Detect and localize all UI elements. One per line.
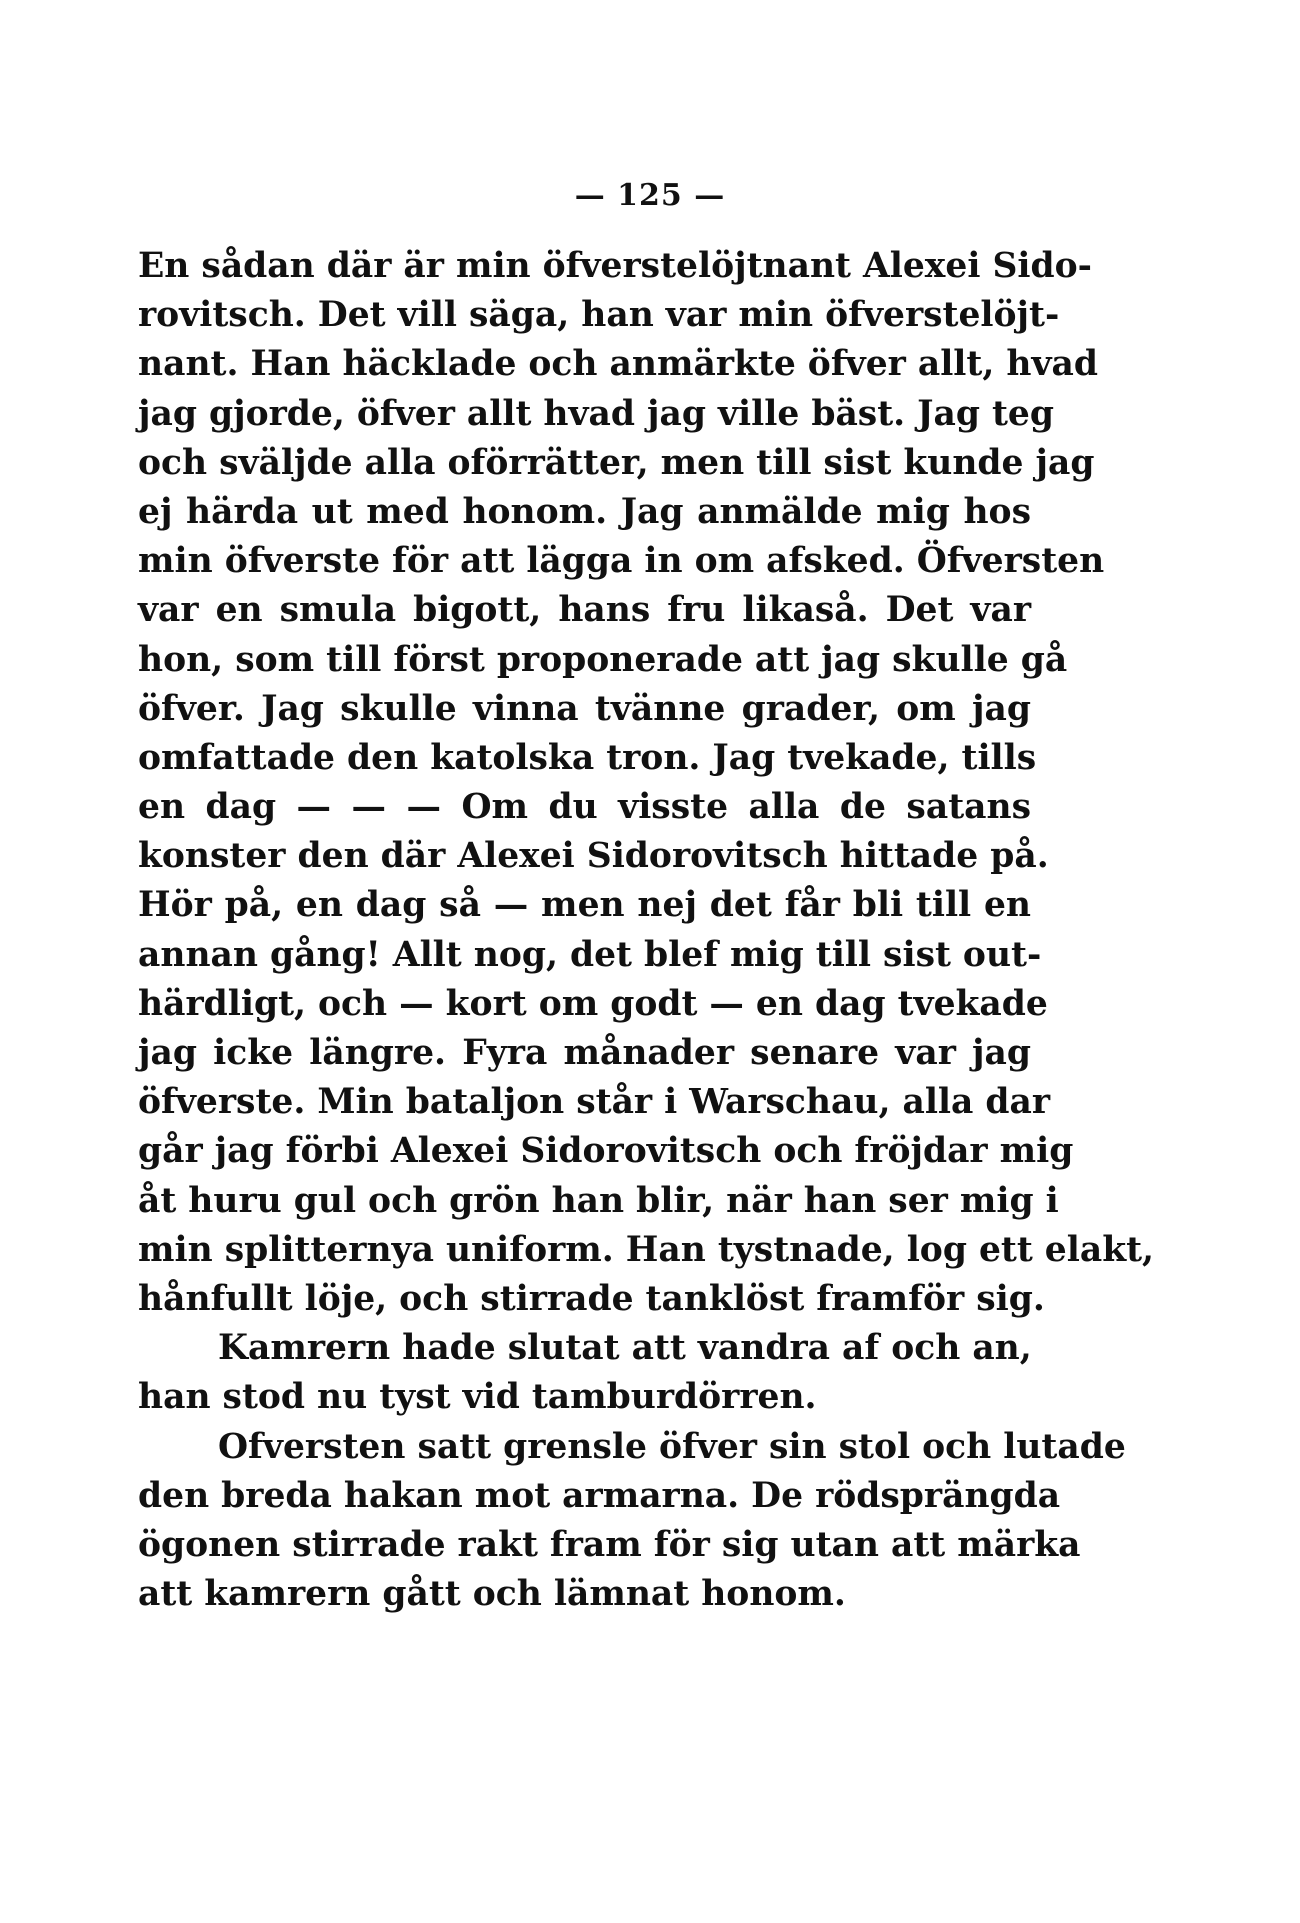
text-line: min splitternya uniform. Han tystnade, log ett elakt,: [138, 1229, 1155, 1270]
text-line: jag gjorde, öfver allt hvad jag ville bäst. Jag teg: [138, 393, 1055, 434]
page-number: — 125 —: [574, 178, 726, 213]
text-line: öfverste. Min bataljon står i Warschau, alla dar: [138, 1082, 1051, 1123]
text-line: var en smula bigott, hans fru likaså. Det var: [138, 590, 1031, 631]
text-line: konster den där Alexei Sidorovitsch hittade på.: [138, 836, 1049, 877]
text-line: härdligt, och — kort om godt — en dag tvekade: [138, 983, 1048, 1024]
text-line: han stod nu tyst vid tamburdörren.: [138, 1377, 817, 1418]
text-line: ögonen stirrade rakt fram för sig utan att märka: [138, 1524, 1081, 1565]
text-line: åt huru gul och grön han blir, när han ser mig i: [138, 1180, 1059, 1221]
text-line: Kamrern hade slutat att vandra af och an,: [218, 1328, 1032, 1369]
text-line: En sådan där är min öfverstelöjtnant Alexei Sido-: [138, 246, 1092, 286]
text-line: omfattade den katolska tron. Jag tvekade, tills: [138, 737, 1037, 778]
text-line: rovitsch. Det vill säga, han var min öfverstelöjt-: [138, 295, 1060, 336]
text-line: öfver. Jag skulle vinna tvänne grader, om jag: [138, 688, 1031, 729]
text-line: annan gång! Allt nog, det blef mig till sist out-: [138, 934, 1042, 975]
body-text: [138, 242, 1155, 1619]
text-line: min öfverste för att lägga in om afsked. Öfversten: [138, 541, 1105, 582]
text-line: den breda hakan mot armarna. De rödsprängda: [138, 1475, 1061, 1516]
text-line: går jag förbi Alexei Sidorovitsch och fröjdar mig: [138, 1131, 1074, 1172]
text-line: Ofversten satt grensle öfver sin stol och lutade: [218, 1426, 1126, 1467]
text-line: nant. Han häcklade och anmärkte öfver allt, hvad: [138, 344, 1098, 385]
text-line: hånfullt löje, och stirrade tanklöst framför sig.: [138, 1278, 1045, 1319]
text-line: Hör på, en dag så — men nej det får bli till en: [138, 885, 1031, 926]
text-line: att kamrern gått och lämnat honom.: [138, 1574, 846, 1615]
text-line: ej härda ut med honom. Jag anmälde mig hos: [138, 491, 1031, 532]
text-line: jag icke längre. Fyra månader senare var jag: [138, 1033, 1031, 1073]
text-line: hon, som till först proponerade att jag skulle gå: [138, 639, 1068, 680]
text-line: och sväljde alla oförrätter, men till sist kunde jag: [138, 442, 1095, 483]
text-line: en dag — — — Om du visste alla de satans: [138, 787, 1031, 828]
